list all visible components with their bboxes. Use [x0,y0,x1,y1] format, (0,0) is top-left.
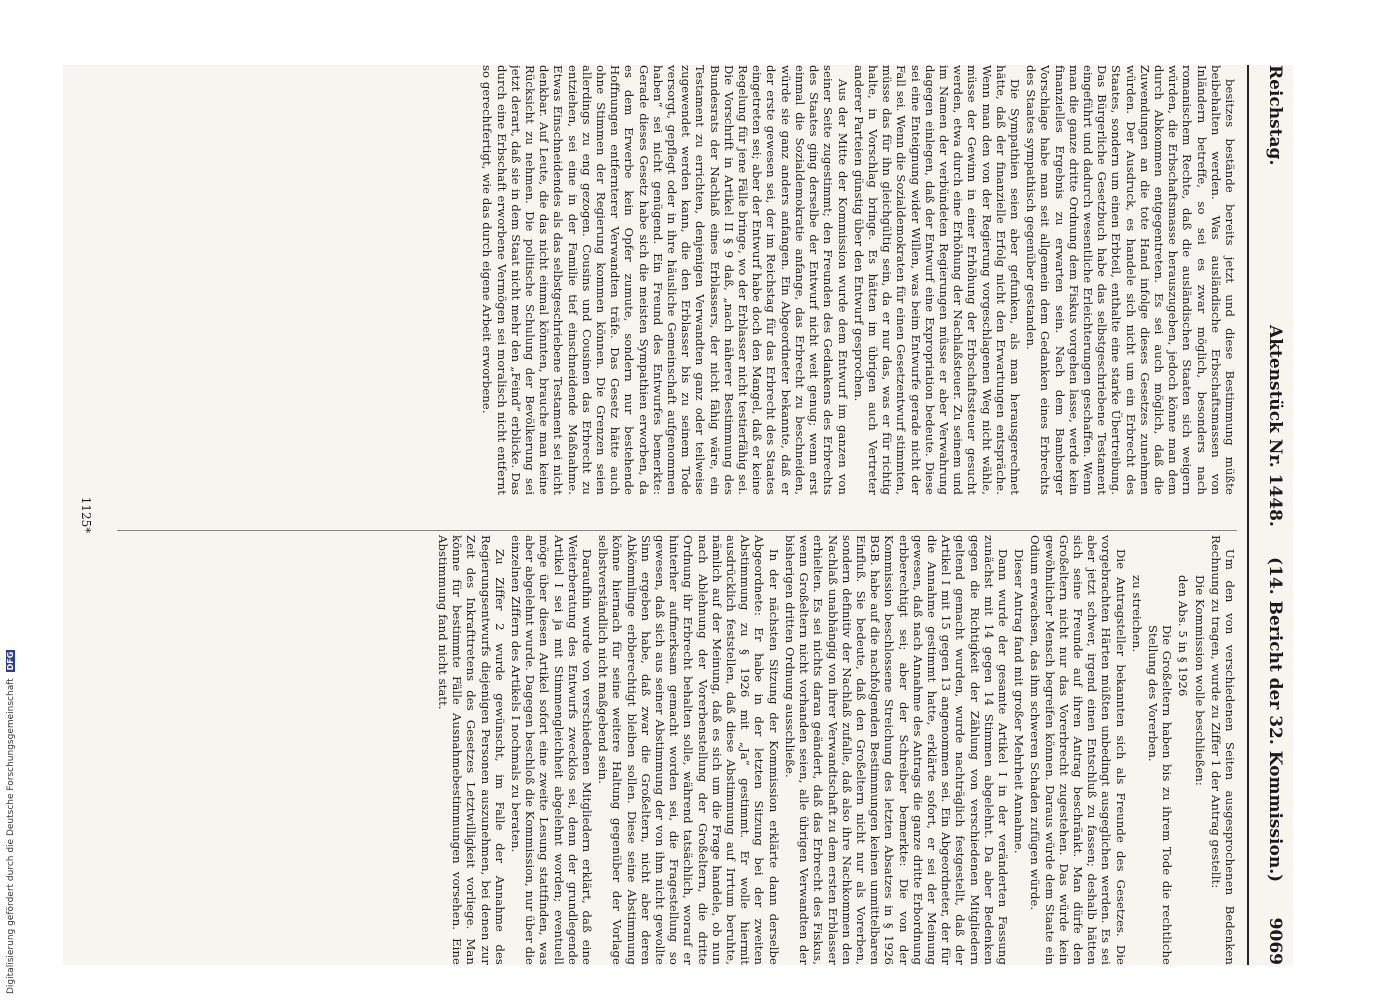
left-column [117,65,1237,495]
page-footer-number: 1125* [79,496,93,534]
paragraph: Um den von verschiedenen Seiten ausgesprochenen Bedenken Rechnung zu tragen, wurde zu Ziffer 1 der Antrag gestellt: [1208,535,1237,965]
header-right [1265,557,1285,965]
paragraph: Zu Ziffer 2 wurde gewünscht, im Falle der Annahme des Regierungsentwurfs diejenigen Personen auszunehmen, bei denen zur Zeit des Inkrafttretens des Gesetzes Letztwilligkeit vorliege. Man könne für bestimmte Fälle Ausnahmebestimmungen vorsehen. Eine Abstimmung fand nicht statt. [436,535,507,965]
right-column [117,535,1237,965]
paragraph: Dann wurde der gesamte Artikel I in der veränderten Fassung zunächst mit 14 gegen 14 Stimmen abgelehnt. Da aber Bedenken gegen die Richtigkeit der Zählung von verschiedenen Mitgliedern geltend gemacht wurden, wurde nachträglich festgestellt, daß der Artikel I mit 15 gegen 13 angenommen sei. Ein Abgeordneter, der für die Annahme gestimmt hatte, erklärte sofort, er sei der Meinung gewesen, daß nach Annahme des Antrags die ganze dritte Erbordnung erbberechtigt sei; aber der Schreiber bemerkte: Die von der Kommission beschlossene Streichung des letzten Absatzes in § 1926 BGB. habe auf die nachfolgenden Bestimmungen keinen unmittelbaren Einfluß. Sie bedeute, daß den Großeltern nicht nur als Vorerben, sondern definitiv der Nachlaß zufalle, daß also ihre Nachkommen den Nachlaß unabhängig von ihrer Verwandtschaft zu dem ersten Erblasser erhielten. Es sei nichts daran geändert, daß das Erbrecht des Fiskus, wenn Großeltern nicht vorhanden seien, alle übrigen Verwandten der bisherigen dritten Ordnung ausschließe. [782,535,1010,965]
motion-heading: Die Kommission wolle beschließen: [1192,575,1207,786]
digitization-footer [6,594,16,994]
paragraph: Aus der Mitte der Kommission wurde dem Entwurf im ganzen von seiner Seite zugestimmt; den Freunden des Gedankens des Erbrechts des Staates ging derselbe der Entwurf nicht weit genug; wenn erst einmal die Sozialdemokratie anfange, das Erbrecht zu beschneiden, würde sie ganz anders anfangen. Ein Abgeordneter bekannte, daß er der erste gewesen sei, der im Reichstag für das Erbrecht des Staates eingetreten sei; aber der Entwurf habe doch den Mangel, daß er keine Regelung für jene Fälle bringe, wo der Erblasser nicht testierfähig sei. Die Vorschrift in Artikel II § 9 daß, „nach näherer Bestimmung des Bundesrats der Nachlaß eines Erblassers, der nicht fähig wäre, ein Testament zu errichten, denjenigen Verwandten ganz oder teilweise zugewendet werden kann, die den Erblasser bis zu seinem Tode versorgt, gepflegt oder in ihre häusliche Gemeinschaft aufgenommen haben“ sei nicht genügend. Ein Freund des Entwurfes bemerkte: Gerade dieses Gesetz habe sich die meisten Sympathien erworben, da es dem Erwerbe kein Opfer zumute, sondern nur bestehende Hoffnungen entfernterer Verwandten träfe. Das Gesetz hätte auch ohne Stimmen der Regierung kommen können. Die Grenzen seien allerdings zu eng gezogen. Cousins und Cousinen das Erbrecht zu entziehen, sei eine in der Familie tief einschneidende Maßnahme. Etwas Einschneidendes als das selbstgeschriebene Testament sei nicht denkbar. Auf Leute, die das nicht einmal könnten, brauche man keine Rücksicht zu nehmen. Die politische Schulung der Bevölkerung sei jetzt derart, daß sie in dem Staat nicht mehr den „Feind“ erblicke. Das durch eine Erbschaft erworbene Vermögen sei moralisch nicht entfernt so gerechtfertigt, wie das durch eigene Arbeit erworbene. [480,65,850,495]
paragraph: Daraufhin wurde von verschiedenen Mitgliedern erklärt, daß eine Weiterberatung des Entwurfs zwecklos sei, denn der grundlegende Artikel I sei ja mit Stimmengleichheit abgelehnt worden; eventuell möge über diesen Artikel sofort eine zweite Lesung stattfinden, was aber abgelehnt wurde. Dagegen beschloß die Kommission, nur über die einzelnen Ziffern des Artikels I nochmals zu beraten. [509,535,595,965]
header-left: Reichstag. [1265,65,1285,166]
motion-item: den Abs. 5 in § 1926 [1176,575,1191,697]
paragraph: besitzes bestände bereits jetzt und diese Bestimmung müßte beibehalten werden. Was ausländische Erbschaftsmassen von Inländern betreffe, so sei es zwar möglich, besonders nach romanischem Rechte, daß die ausländischen Staaten sich weigern würden, die Erbschaftsmasse herauszugeben, jedoch könne man dem durch Abkommen entgegentreten. Es sei auch möglich, daß die Zuwendungen an die tote Hand infolge dieses Gesetzes zunehmen würden. Der Ausdruck, es handele sich nicht um ein Erbrecht des Staates, sondern um einen Erbteil, enthalte eine starke Übertreibung. Das Bürgerliche Gesetzbuch habe das selbstgeschriebene Testament eingeführt und dadurch wesentliche Erleichterungen geschaffen. Wenn man die ganze dritte Ordnung dem Fiskus vorgehen lasse, werde kein finanzielles Ergebnis zu erwarten sein. Nach dem Bamberger Vorschlage habe man seit allgemein dem Gedanken eines Erbrechts des Staates sympathisch gegenüber gestanden. [1024,65,1237,495]
header-bracket-title: (14. Bericht der 32. Kommission.) [1265,557,1285,883]
motion-quote: Die Großeltern haben bis zu ihrem Tode die rechtliche Stellung des Vorerben. [1145,625,1175,965]
paragraph: Dieser Antrag fand mit großer Mehrheit Annahme. [1012,549,1027,854]
column-divider [117,530,1237,531]
motion-item: zu streichen. [1129,575,1144,653]
header-page-number: 9069 [1265,917,1285,965]
paragraph: In der nächsten Sitzung der Kommission erklärte dann derselbe Abgeordnete: Er habe in der letzten Sitzung bei der zweiten Abstimmung zu § 1926 mit „Ja“ gestimmt. Er wolle hiermit ausdrücklich feststellen, daß diese Abstimmung auf Irrtum beruhte, nämlich auf der Meinung, daß es sich um die Frage handele, ob nun nach Ablehnung der Vorerbenstellung der Großeltern, die dritte Ordnung ihr Erbrecht behalten solle, während tatsächlich, worauf er hinterher aufmerksam gemacht worden sei, die Fragestellung so gewesen, daß sich aus seiner Abstimmung der von ihm nicht gewollte Sinn ergeben habe, daß zwar die Großeltern, nicht aber deren Abkömmlinge erbberechtigt bleiben sollen. Diese seine Abstimmung könne hiernach für seine weitere Haltung gegenüber der Vorlage selbstverständlich nicht maßgebend sein. [596,535,781,965]
paragraph: Die Antragsteller bekannten sich als Freunde des Gesetzes. Die vorgebrachten Härten müßten unbedingt ausgeglichen werden. Es sei aber jetzt schwer, irgend einen Entschluß zu fassen; deshalb hätten sich seine Freunde auf ihren Antrag beschränkt. Man dürfe den Großeltern nicht nur das Vorerbrecht zugestehen. Das würde kein gewöhnlicher Mensch begreifen können. Daraus würde dem Staate ein Odium erwachsen, das ihm schweren Schaden zufügen würde. [1028,535,1128,965]
footer-text: Digitalisierung gefördert durch die Deutsche Forschungsgemeinschaft [6,678,16,994]
dfg-logo-icon: DFG [6,651,15,671]
header-center: Aktenstück Nr. 1448. [1265,325,1285,527]
document-page [63,65,1293,965]
paragraph: Die Sympathien seien aber gefunken, als man herausgerechnet hätte, daß der finanzielle Erfolg nicht den Erwartungen entspräche. Wenn man den von der Regierung vorgeschlagenen Weg nicht wähle, müsse der Gewinn in einer Erhöhung der Erbschaftssteuer gesucht werden, etwa durch eine Erhöhung der Nachlaßsteuer. Zu seinem und im Namen der verbündeten Regierungen müsse er aber Verwahrung dagegen einlegen, daß der Entwurf eine Expropriation bedeute. Diese sei eine Enteignung wider Willen, was beim Entwurfe gerade nicht der Fall sei. Wenn die Sozialdemokraten für einen Gesetzentwurf stimmten, müsse das für ihn gleichgültig sein, da er nur das, was er für richtig halte, in Vorschlag bringe. Es hätten im übrigen auch Vertreter anderer Parteien günstig über den Entwurf gesprochen. [851,65,1022,495]
page-header [1253,65,1293,965]
header-rule [1247,65,1249,965]
